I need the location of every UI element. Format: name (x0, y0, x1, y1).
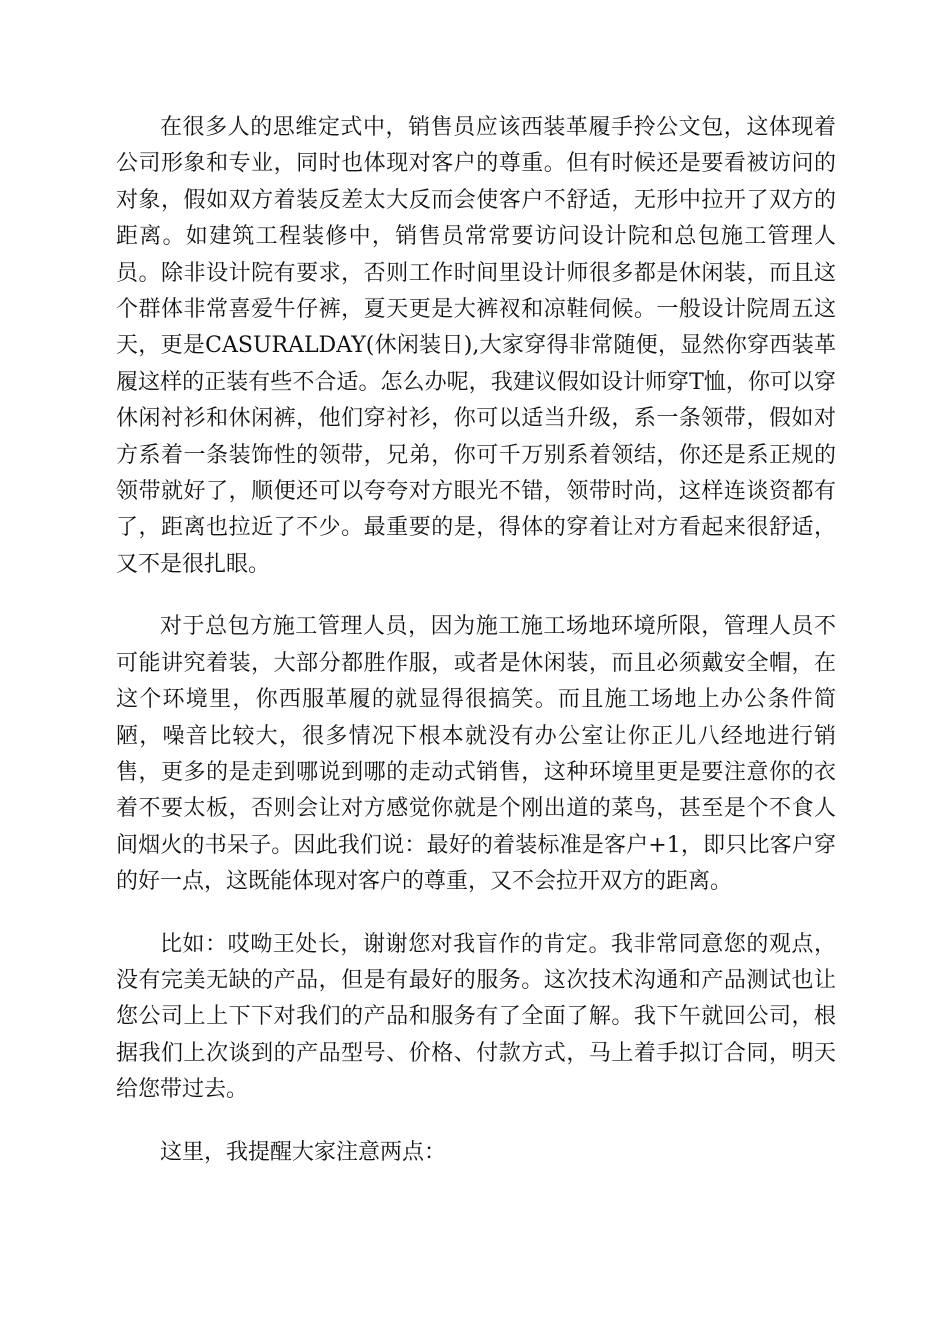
paragraph-two-points: 这里，我提醒大家注意两点： (160, 1139, 447, 1165)
paragraph-construction-site: 对于总包方施工管理人员，因为施工施工场地环境所限，管理人员不可能讲究着装，大部分都胜作服，或者是休闲装，而且必须戴安全帽，在这个环境里，你西服革履的就显得很搞笑。而且施工场地上办公条件简陋，噪音比较大，很多情况下根本就没有办公室让你正儿八经地进行销售，更多的是走到哪说到哪的走动式销售，这种环境里更是要注意你的衣着不要太板，否则会让对方感觉你就是个刚出道的菜鸟，甚至是个不食人间烟火的书呆子。因此我们说：最好的着装标准是客户+1，即只比客户穿的好一点，这既能体现对客户的尊重，又不会拉开双方的距离。 (116, 614, 836, 895)
document-body (116, 110, 836, 1171)
paragraph-example-dialogue: 比如：哎呦王处长，谢谢您对我盲作的肯定。我非常同意您的观点，没有完美无缺的产品，但是有最好的服务。这次技术沟通和产品测试也让您公司上上下下对我们的产品和服务有了全面了解。我下午就回公司，根据我们上次谈到的产品型号、价格、付款方式，马上着手拟订合同，明天给您带过去。 (116, 931, 836, 1103)
paragraph-attire-customer: 在很多人的思维定式中，销售员应该西装革履手拎公文包，这体现着公司形象和专业，同时也体现对客户的尊重。但有时候还是要看被访问的对象，假如双方着装反差太大反而会使客户不舒适，无形中拉开了双方的距离。如建筑工程装修中，销售员常常要访问设计院和总包施工管理人员。除非设计院有要求，否则工作时间里设计师很多都是休闲装，而且这个群体非常喜爱牛仔裤，夏天更是大裤衩和凉鞋伺候。一般设计院周五这天，更是CASURALDAY(休闲装日),大家穿得非常随便，显然你穿西装革履这样的正装有些不合适。怎么办呢，我建议假如设计师穿T恤，你可以穿休闲衬衫和休闲裤，他们穿衬衫，你可以适当升级，系一条领带，假如对方系着一条装饰性的领带，兄弟，你可千万别系着领结，你还是系正规的领带就好了，顺便还可以夸夸对方眼光不错，领带时尚，这样连谈资都有了，距离也拉近了不少。最重要的是，得体的穿着让对方看起来很舒适，又不是很扎眼。 (116, 115, 836, 577)
